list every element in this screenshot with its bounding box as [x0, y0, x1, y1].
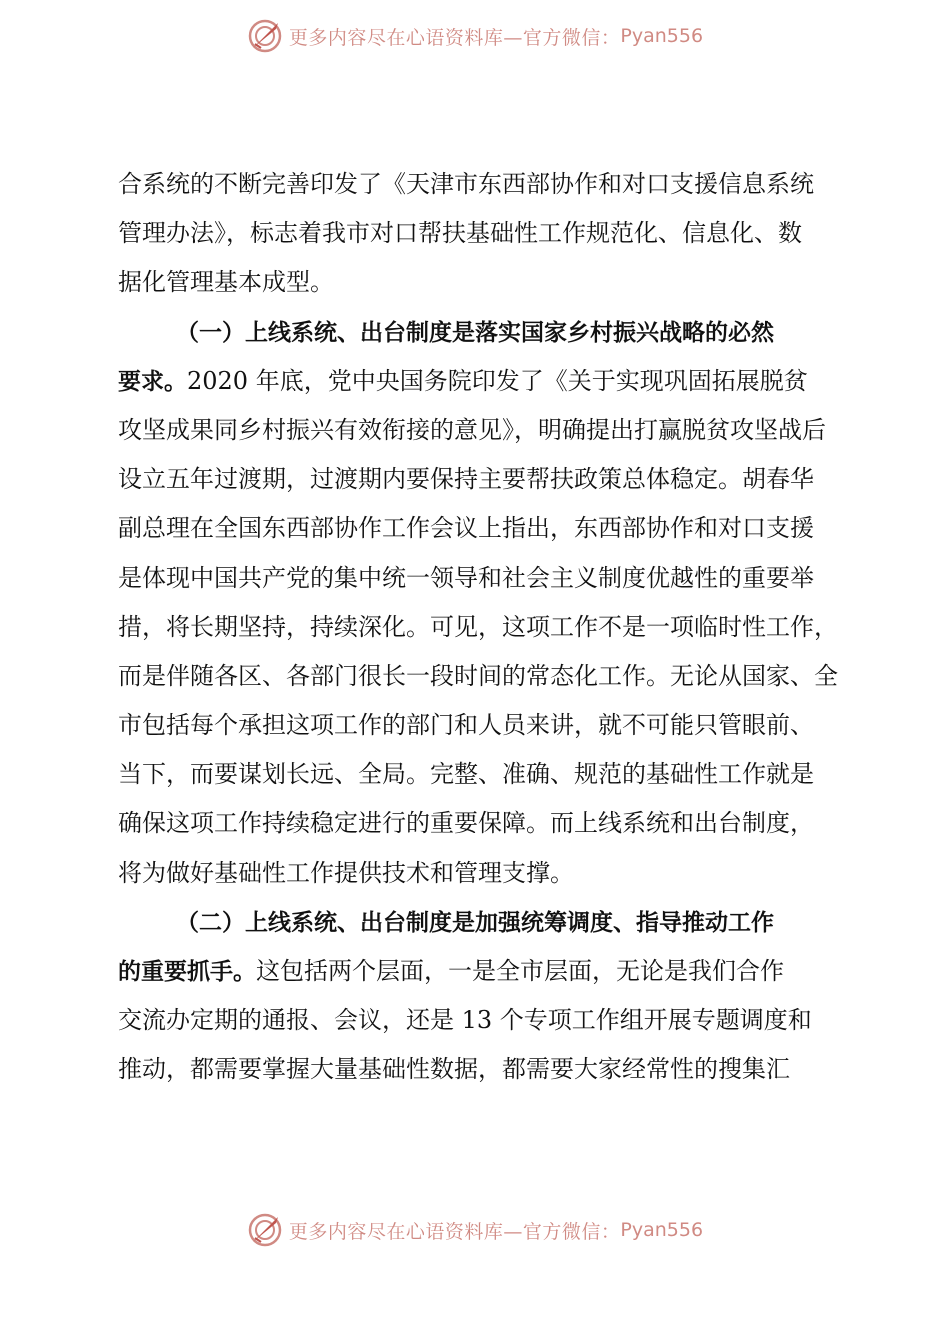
text-line: 管理办法》，标志着我市对口帮扶基础性工作规范化、信息化、数: [118, 219, 802, 248]
text-line: 而是伴随各区、各部门很长一段时间的常态化工作。无论从国家、全: [118, 661, 838, 690]
heading-text: 要求。: [118, 368, 187, 395]
document-body: [118, 160, 850, 1095]
section-heading-1: [118, 308, 850, 357]
text-line: 推动，都需要掌握大量基础性数据，都需要大家经常性的搜集汇: [118, 1055, 790, 1084]
heading-text: 的重要抓手。: [118, 959, 256, 985]
text-line: 攻坚成果同乡村振兴有效衔接的意见》，明确提出打赢脱贫攻坚战后: [118, 415, 826, 444]
text-line: 设立五年过渡期，过渡期内要保持主要帮扶政策总体稳定。胡春华: [118, 465, 814, 494]
text-line: 市包括每个承担这项工作的部门和人员来讲，就不可能只管眼前、: [118, 711, 814, 740]
heading-text: （一）上线系统、出台制度是落实国家乡村振兴战略的必然: [176, 319, 774, 346]
watermark-text: 更多内容尽在心语资料库—官方微信：: [288, 26, 621, 49]
text-line: 措，将长期坚持，持续深化。可见，这项工作不是一项临时性工作，: [118, 612, 838, 641]
body-text: 这包括两个层面，一是全市层面，无论是我们合作: [256, 957, 784, 985]
text-line: 交流办定期的通报、会议，还是 13 个专项工作组开展专题调度和: [118, 1006, 812, 1035]
watermark-id: Pyan556: [620, 25, 704, 47]
text-line: 当下，而要谋划长远、全局。完整、准确、规范的基础性工作就是: [118, 760, 814, 789]
heading-text: （二）上线系统、出台制度是加强统筹调度、指导推动工作: [176, 909, 774, 936]
logo-icon: [247, 1212, 283, 1248]
text-line: [118, 357, 850, 406]
text-line: 据化管理基本成型。: [118, 268, 334, 297]
section-heading-2: [118, 898, 850, 947]
text-line: 合系统的不断完善印发了《天津市东西部协作和对口支援信息系统: [118, 170, 814, 198]
text-line: 确保这项工作持续稳定进行的重要保障。而上线系统和出台制度，: [118, 809, 814, 838]
watermark-id: Pyan556: [620, 1219, 704, 1241]
text-line: 副总理在全国东西部协作工作会议上指出，东西部协作和对口支援: [118, 514, 814, 543]
text-line: [118, 947, 850, 996]
header-watermark: [0, 14, 950, 58]
logo-icon: [247, 18, 283, 54]
body-text: 2020 年底，党中央国务院印发了《关于实现巩固拓展脱贫: [187, 366, 808, 395]
footer-watermark: [0, 1208, 950, 1252]
text-line: 是体现中国共产党的集中统一领导和社会主义制度优越性的重要举: [118, 563, 814, 592]
text-line: 将为做好基础性工作提供技术和管理支撑。: [118, 858, 574, 887]
watermark-text: 更多内容尽在心语资料库—官方微信：: [288, 1220, 621, 1243]
